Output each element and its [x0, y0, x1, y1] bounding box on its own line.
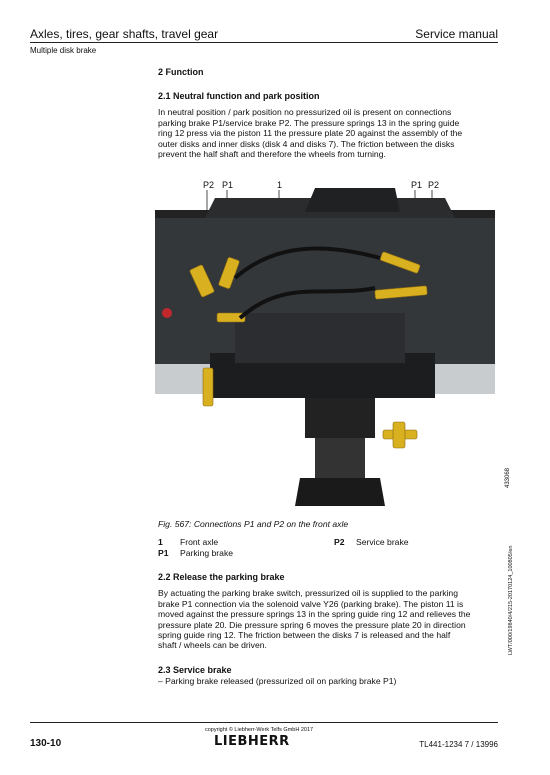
list-item: – Parking brake released (pressurized oil on parking brake P1) [158, 676, 397, 687]
para-line: moved against the pressure springs 13 in the spring guide ring 12 and relieves the [158, 609, 471, 620]
footer-rule [30, 722, 498, 723]
label-p1-right: P1 [411, 180, 423, 190]
section-heading: 2 Function [158, 67, 204, 77]
header-subtitle: Multiple disk brake [30, 46, 97, 55]
section-2-2 [158, 572, 498, 651]
para-line: brake P1 connection via the solenoid valve Y26 (parking brake). The piston 11 is [158, 598, 464, 609]
para-line: spring guide ring 12. The friction between the disks 7 is released and the half [158, 630, 451, 641]
para-line: outer disks and inner disks (disk 4 and disks 7). The friction between the disks [158, 138, 455, 149]
para-line: prevent the half shaft and therefore the wheels from turning. [158, 149, 386, 160]
front-axle-illustration [155, 188, 495, 513]
para-line: In neutral position / park position no pressurized oil is present on connections [158, 107, 452, 118]
document-side-code: LWT/000/19840/4/215-20170124_100805/en [508, 545, 514, 655]
document-number: TL441-1234 7 / 13996 [419, 740, 498, 749]
section-2-3-heading: 2.3 Service brake [158, 665, 232, 675]
legend-item: P1 Parking brake [158, 548, 234, 558]
section-2-3 [158, 665, 498, 687]
header-title: Axles, tires, gear shafts, travel gear [30, 27, 219, 41]
header-rule [30, 42, 498, 43]
image-code: 433068 [505, 467, 511, 488]
label-p2-left: P2 [203, 180, 215, 190]
copyright: copyright © Liebherr-Werk Telfs GmbH 2017 [205, 727, 314, 733]
para-line: ring 12 press via the piston 11 the pressure plate 20 against the assembly of the [158, 128, 463, 139]
legend-item: P2 Service brake [334, 537, 409, 547]
para-line: shaft / wheels can be driven. [158, 640, 267, 651]
brand-logo: LIEBHERR [214, 734, 290, 749]
para-line: pressure plate 20. Die pressure spring 6 moves the pressure plate 20 in direction [158, 619, 466, 630]
section-2-1-heading: 2.1 Neutral function and park position [158, 91, 320, 101]
legend-item: 1 Front axle [158, 537, 219, 547]
page-number: 130-10 [30, 738, 62, 749]
figure-caption: Fig. 567: Connections P1 and P2 on the front axle [158, 519, 349, 529]
para-line: By actuating the parking brake switch, pressurized oil is supplied to the parking [158, 588, 458, 599]
label-p1-left: P1 [222, 180, 234, 190]
label-1: 1 [277, 180, 283, 190]
section-2-2-heading: 2.2 Release the parking brake [158, 572, 285, 582]
header-manual: Service manual [415, 27, 498, 41]
para-line: parking brake P1/service brake P2. The pressure springs 13 in the spring guide [158, 117, 460, 128]
label-p2-right: P2 [428, 180, 440, 190]
section-2-1 [158, 91, 498, 159]
